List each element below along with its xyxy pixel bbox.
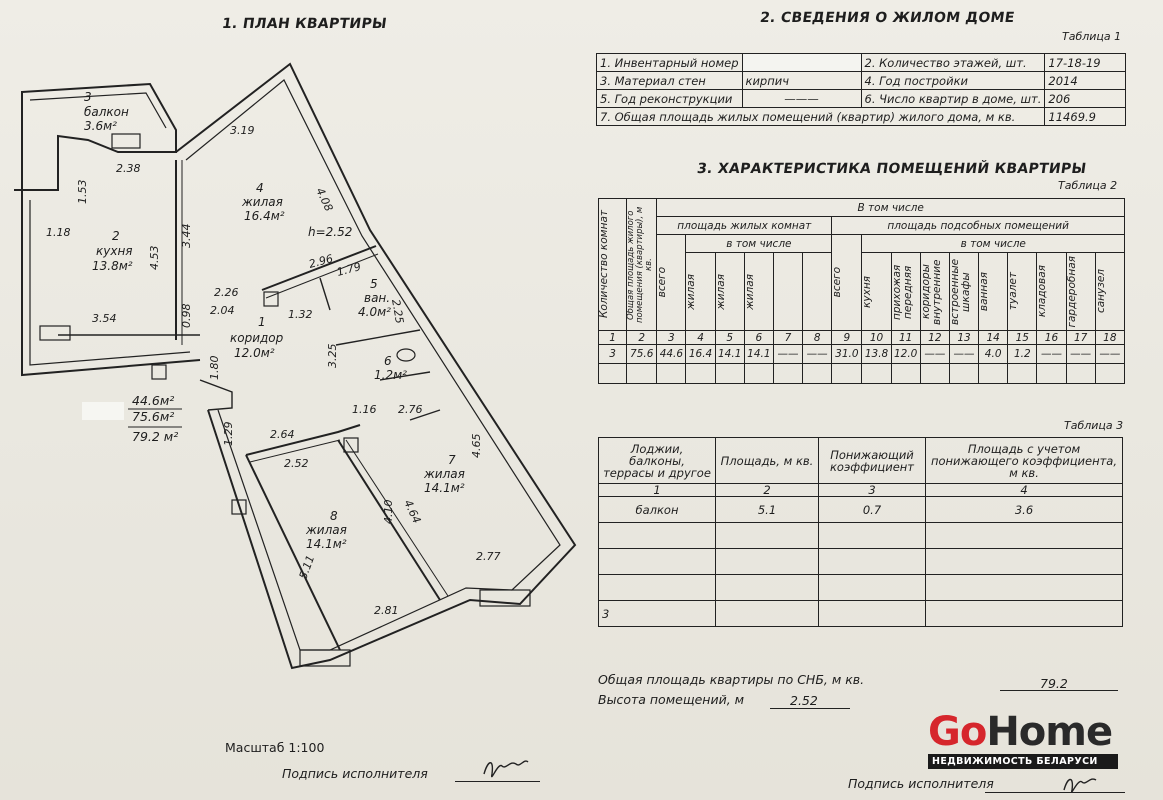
t3-col-number: 3 bbox=[819, 484, 926, 497]
room-number: 5 bbox=[370, 277, 378, 291]
dimension-label: 1.80 bbox=[208, 355, 221, 380]
dimension-label: 2.52 bbox=[284, 457, 309, 470]
t2-col-number: 18 bbox=[1095, 331, 1124, 345]
room-name: балкон bbox=[84, 105, 129, 119]
t3-col-number: 2 bbox=[716, 484, 819, 497]
dimension-label: 1.32 bbox=[288, 308, 313, 321]
dimension-label: 2.96 bbox=[307, 251, 335, 271]
t3-cell: 3.6 bbox=[926, 497, 1123, 523]
t1-value: 2014 bbox=[1045, 72, 1126, 90]
balcony-outline bbox=[22, 84, 176, 190]
height-label: Высота помещений, м bbox=[598, 692, 745, 707]
room-number: 6 bbox=[384, 354, 392, 368]
gohome-logo bbox=[928, 709, 1118, 769]
t2-value: —— bbox=[1037, 345, 1066, 364]
t1-label: 6. Число квартир в доме, шт. bbox=[861, 90, 1045, 108]
t2-header: всего bbox=[831, 267, 844, 298]
dimension-label: 1.29 bbox=[222, 421, 235, 446]
t2-col-number: 12 bbox=[920, 331, 949, 345]
t2-col-number: 10 bbox=[862, 331, 891, 345]
room-area: 16.4м² bbox=[244, 209, 285, 223]
dimension-label: 3.44 bbox=[180, 223, 193, 248]
room-number: 8 bbox=[330, 509, 338, 523]
room-number: 7 bbox=[448, 453, 456, 467]
t2-header: жилая bbox=[685, 273, 698, 310]
room-name: жилая bbox=[242, 195, 283, 209]
signature-label-right: Подпись исполнителя bbox=[848, 776, 994, 791]
t2-header: санузел bbox=[1094, 269, 1107, 314]
dimension-label: 4.10 bbox=[382, 499, 395, 524]
dimension-label: 2.25 bbox=[389, 298, 407, 325]
t2-value: 4.0 bbox=[979, 345, 1008, 364]
t2-header: жилая bbox=[743, 273, 756, 310]
t2-header: в том числе bbox=[862, 235, 1125, 253]
t2-value: 12.0 bbox=[891, 345, 920, 364]
logo-go: Go bbox=[928, 709, 987, 755]
t2-col-number: 16 bbox=[1037, 331, 1066, 345]
room-area: 1.2м² bbox=[374, 368, 407, 382]
dimension-label: 5.11 bbox=[296, 553, 318, 582]
height-note: h=2.52 bbox=[308, 225, 353, 239]
t2-col-number: 4 bbox=[686, 331, 715, 345]
rooms-info-heading: 3. ХАРАКТЕРИСТИКА ПОМЕЩЕНИЙ КВАРТИРЫ bbox=[695, 161, 1088, 177]
t3-header: Лоджии, балконы, террасы и другое bbox=[599, 438, 716, 484]
t2-col-number: 15 bbox=[1008, 331, 1037, 345]
room-number: 4 bbox=[256, 181, 264, 195]
interior-wall bbox=[246, 425, 360, 455]
outer-wall bbox=[14, 190, 200, 375]
t2-col-number: 17 bbox=[1066, 331, 1095, 345]
t2-header: кладовая bbox=[1036, 265, 1049, 318]
t3-header: Понижающий коэффициент bbox=[819, 438, 926, 484]
t2-header: встроенные шкафы bbox=[948, 258, 972, 325]
dimension-label: 2.26 bbox=[214, 286, 239, 299]
living-area-total: 44.6м² bbox=[132, 393, 175, 408]
plan-heading: 1. ПЛАН КВАРТИРЫ bbox=[220, 16, 388, 32]
room-name: жилая bbox=[306, 523, 347, 537]
t1-label: 4. Год постройки bbox=[861, 72, 1045, 90]
t2-value: —— bbox=[920, 345, 949, 364]
t3-header: Площадь с учетом понижающего коэффициента, м кв. bbox=[926, 438, 1123, 484]
room-area: 4.0м² bbox=[358, 305, 391, 319]
room-area: 3.6м² bbox=[84, 119, 117, 133]
room-number: 3 bbox=[84, 90, 92, 104]
dimension-label: 2.64 bbox=[270, 428, 295, 441]
dimension-label: 3.54 bbox=[92, 312, 117, 325]
window-icon bbox=[40, 326, 70, 340]
t2-col-number: 14 bbox=[979, 331, 1008, 345]
room-area: 12.0м² bbox=[234, 346, 275, 360]
t2-col-number: 1 bbox=[599, 331, 627, 345]
height-value: 2.52 bbox=[790, 693, 818, 708]
signature-mark bbox=[480, 752, 530, 788]
dimension-label: 4.65 bbox=[470, 433, 483, 458]
t1-value: кирпич bbox=[742, 72, 861, 90]
t2-value: 1.2 bbox=[1008, 345, 1037, 364]
total-area: 75.6м² bbox=[132, 409, 175, 424]
interior-wall bbox=[246, 455, 340, 650]
t2-header: площадь жилых комнат bbox=[657, 217, 832, 235]
room-area: 14.1м² bbox=[306, 537, 347, 551]
t1-value: 17-18-19 bbox=[1045, 54, 1126, 72]
t2-value: 14.1 bbox=[715, 345, 744, 364]
t1-value: 11469.9 bbox=[1045, 108, 1126, 126]
signature-label: Подпись исполнителя bbox=[282, 766, 428, 781]
total-area-value: 79.2 bbox=[1040, 676, 1068, 691]
dimension-label: 1.79 bbox=[335, 259, 363, 279]
table1-caption: Таблица 1 bbox=[1062, 30, 1122, 43]
t2-value: 14.1 bbox=[744, 345, 773, 364]
t2-header: коридоры внутренние bbox=[919, 258, 943, 325]
t2-header: туалет bbox=[1007, 272, 1020, 311]
scale-label: Масштаб 1:100 bbox=[225, 740, 325, 755]
t1-label: 2. Количество этажей, шт. bbox=[861, 54, 1045, 72]
t1-value: ——— bbox=[742, 90, 861, 108]
dimension-label: 2.38 bbox=[116, 162, 141, 175]
t2-value: 3 bbox=[599, 345, 627, 364]
t3-col-number: 4 bbox=[926, 484, 1123, 497]
t1-value: 206 bbox=[1045, 90, 1126, 108]
t2-value: —— bbox=[1095, 345, 1124, 364]
t3-cell: 0.7 bbox=[819, 497, 926, 523]
t2-value: —— bbox=[949, 345, 978, 364]
dimension-label: 4.08 bbox=[313, 185, 336, 214]
room-area: 14.1м² bbox=[424, 481, 465, 495]
table3-caption: Таблица 3 bbox=[1064, 419, 1124, 432]
t2-header: кухня bbox=[861, 275, 874, 308]
dimension-label: 3.25 bbox=[326, 343, 339, 368]
t2-col-number: 8 bbox=[803, 331, 832, 345]
t2-col-number: 3 bbox=[657, 331, 686, 345]
t2-header: жилая bbox=[714, 273, 727, 310]
t3-header: Площадь, м кв. bbox=[716, 438, 819, 484]
window-icon bbox=[300, 650, 350, 666]
dimension-label: 3.19 bbox=[230, 124, 255, 137]
t2-col-number: 2 bbox=[627, 331, 657, 345]
room-name: кухня bbox=[96, 244, 133, 258]
balconies-table bbox=[598, 437, 1123, 627]
t1-value bbox=[742, 54, 861, 72]
t2-value: 31.0 bbox=[832, 345, 862, 364]
toilet-icon bbox=[397, 349, 415, 361]
signature-mark-right bbox=[1060, 770, 1100, 798]
t1-label: 1. Инвентарный номер bbox=[597, 54, 743, 72]
t1-label: 5. Год реконструкции bbox=[597, 90, 743, 108]
room-number: 1 bbox=[258, 315, 266, 329]
t2-value: —— bbox=[803, 345, 832, 364]
total-area-snb: 79.2 м² bbox=[132, 429, 179, 444]
dimension-label: 4.53 bbox=[148, 245, 161, 270]
t3-cell: балкон bbox=[599, 497, 716, 523]
dimension-label: 2.76 bbox=[398, 403, 423, 416]
window-icon bbox=[112, 134, 140, 148]
vent-icon bbox=[152, 365, 166, 379]
t2-header: Количество комнат bbox=[598, 210, 610, 319]
t2-header: Общая площадь жилого помещения (квартиры), м кв. bbox=[626, 206, 655, 323]
outer-wall bbox=[176, 64, 575, 668]
logo-home: Home bbox=[986, 709, 1113, 755]
redacted-field bbox=[82, 402, 124, 420]
t2-col-number: 5 bbox=[715, 331, 744, 345]
t2-value: 13.8 bbox=[862, 345, 891, 364]
dimension-label: 0.98 bbox=[180, 303, 193, 328]
dimension-label: 1.53 bbox=[76, 179, 89, 204]
t2-value: 75.6 bbox=[627, 345, 657, 364]
dimension-label: 1.18 bbox=[46, 226, 71, 239]
dimension-label: 1.16 bbox=[352, 403, 377, 416]
t2-value: 44.6 bbox=[657, 345, 686, 364]
room-name: ван. bbox=[364, 291, 391, 305]
dimension-label: 2.04 bbox=[210, 304, 235, 317]
dimension-label: 2.77 bbox=[476, 550, 501, 563]
logo-subtitle: НЕДВИЖИМОСТЬ БЕЛАРУСИ bbox=[928, 754, 1118, 769]
room-name: коридор bbox=[230, 331, 284, 345]
table2-caption: Таблица 2 bbox=[1058, 179, 1118, 192]
t1-label: 7. Общая площадь жилых помещений (квартир) жилого дома, м кв. bbox=[597, 108, 1045, 126]
t2-header: всего bbox=[656, 267, 669, 298]
t2-col-number: 11 bbox=[891, 331, 920, 345]
rooms-table bbox=[598, 198, 1125, 384]
house-info-heading: 2. СВЕДЕНИЯ О ЖИЛОМ ДОМЕ bbox=[758, 10, 1016, 26]
t2-header: в том числе bbox=[686, 235, 832, 253]
t2-header: ванная bbox=[978, 271, 991, 312]
t2-header: гардеробная bbox=[1065, 255, 1078, 328]
room-name: жилая bbox=[424, 467, 465, 481]
t3-cell: 5.1 bbox=[716, 497, 819, 523]
t3-col-number: 1 bbox=[599, 484, 716, 497]
dimension-label: 4.64 bbox=[401, 497, 424, 526]
room-area: 13.8м² bbox=[92, 259, 133, 273]
t2-header: В том числе bbox=[657, 199, 1125, 217]
room-number: 2 bbox=[112, 229, 120, 243]
total-area-label: Общая площадь квартиры по СНБ, м кв. bbox=[598, 672, 865, 687]
t2-value: —— bbox=[773, 345, 802, 364]
t2-value: 16.4 bbox=[686, 345, 715, 364]
t2-header: прихожая передняя bbox=[890, 263, 914, 320]
t2-col-number: 6 bbox=[744, 331, 773, 345]
t2-col-number: 9 bbox=[832, 331, 862, 345]
t2-header: площадь подсобных помещений bbox=[832, 217, 1125, 235]
t3-cell: 3 bbox=[599, 601, 716, 627]
t2-value: —— bbox=[1066, 345, 1095, 364]
dimension-label: 2.81 bbox=[374, 604, 399, 617]
t2-col-number: 13 bbox=[949, 331, 978, 345]
house-info-table bbox=[596, 53, 1126, 126]
t1-label: 3. Материал стен bbox=[597, 72, 743, 90]
t2-col-number: 7 bbox=[773, 331, 802, 345]
